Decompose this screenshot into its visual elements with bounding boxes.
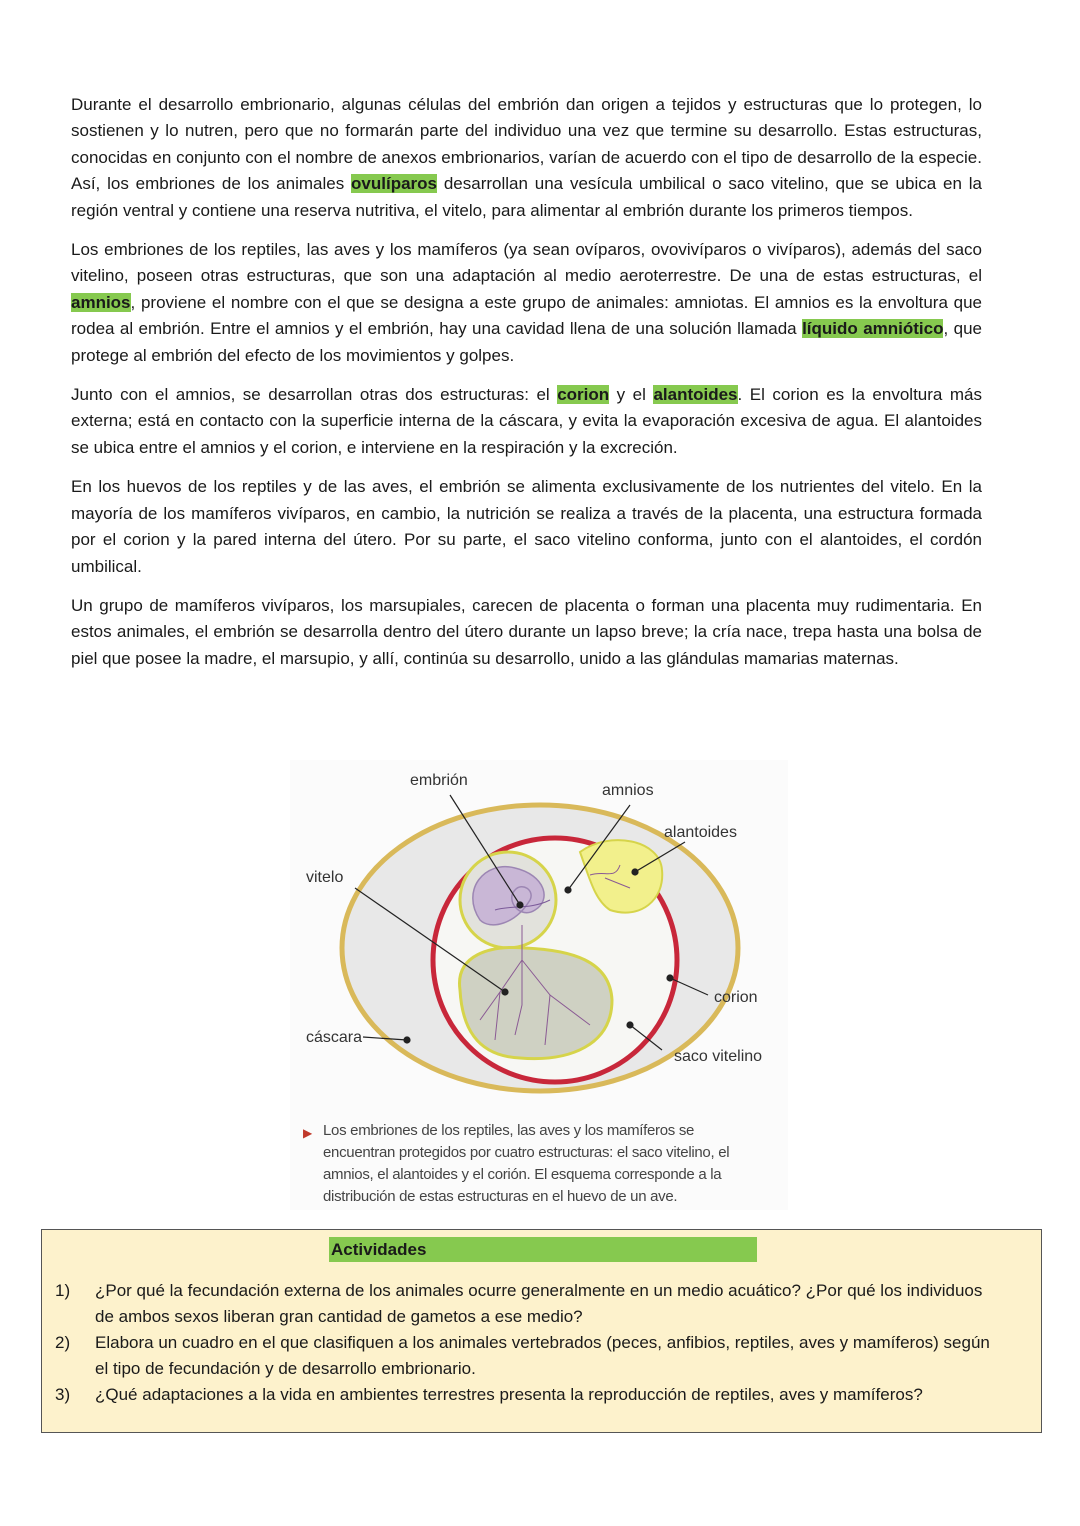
figure-caption [303,1120,753,1208]
highlighted-term: líquido amniótico [802,319,944,339]
paragraph-marsupiales [71,593,982,672]
activities-box [41,1229,1042,1433]
question-number: 3) [55,1385,71,1404]
paragraph-text: En los huevos de los reptiles y de las aves, el embrión se alimenta exclusivamente de los nutrientes del vitelo. En la mayoría de los mamíferos vivíparos, en cambio, la nutrición se realiza a través de la placenta, una estructura formada por el corion y la pared interna del útero. Por su parte, el saco vitelino conforma, junto con el alantoides, el cordón umbilical. [71,477,982,576]
question-number: 1) [55,1281,71,1300]
highlighted-term: amnios [71,292,131,312]
label-vitelo: vitelo [306,869,344,886]
paragraph-text: Los embriones de los reptiles, las aves y los mamíferos (ya sean ovíparos, ovovivíparos o vivíparos), además del saco vitelino, poseen otras estructuras, que son una adaptación al medio aeroterrestre. De una de estas estructuras, el [71,240,982,286]
question-text: Elabora un cuadro en el que clasifiquen a los animales vertebrados (peces, anfibios, reptiles, aves y mamíferos) según el tipo de fecundación y de desarrollo embrionario. [95,1333,990,1378]
paragraph-corion-alantoides [71,382,982,461]
label-alantoides: alantoides [664,824,737,841]
egg-diagram [290,760,788,1110]
paragraph-nutricion [71,474,982,580]
label-saco-vitelino: saco vitelino [674,1048,763,1065]
egg-diagram-figure [290,760,788,1210]
paragraph-text: desarrollan una vesícula umbilical o saco vitelino, que se ubica en la región ventral y contiene una reserva nutritiva, el vitelo, para alimentar al embrión durante los primeros tiempos. [71,174,982,220]
paragraph-text: y el [609,385,654,405]
label-corion: corion [714,989,758,1006]
caption-arrow-icon: ▶ [303,1126,312,1140]
question-text: ¿Por qué la fecundación externa de los animales ocurre generalmente en un medio acuático? ¿Por qué los individuos de ambos sexos liberan gran cantidad de gametos a ese medio? [95,1281,983,1326]
paragraph-text: Un grupo de mamíferos vivíparos, los marsupiales, carecen de placenta o forman una placenta muy rudimentaria. En estos animales, el embrión se desarrolla dentro del útero durante un lapso breve; la cría nace, trepa hasta una bolsa de piel que posee la madre, el marsupio, y allí, continúa su desarrollo, unido a las glándulas mamarias maternas. [71,595,982,668]
question-item [55,1382,1005,1408]
highlighted-term: corion [557,385,610,405]
label-amnios: amnios [602,782,654,799]
paragraph-text: , que protege al embrión del efecto de los movimientos y golpes. [71,319,982,365]
label-cascara: cáscara [306,1029,363,1046]
yolk-sac-shape [460,947,612,1058]
question-number: 2) [55,1333,71,1352]
text-body [71,92,982,685]
label-embrion: embrión [410,772,468,789]
question-item [55,1330,1005,1382]
paragraph-text: Durante el desarrollo embrionario, algunas células del embrión dan origen a tejidos y estructuras que lo protegen, lo sostienen y lo nutren, pero que no formarán parte del individuo una vez que termine su desarrollo. Estas estructuras, conocidas en conjunto con el nombre de anexos embrionarios, varían de acuerdo con el tipo de desarrollo de la especie. Así, los embriones de los animales [71,95,982,194]
highlighted-term: ovulíparos [351,174,437,194]
paragraph-amniotas [71,237,982,369]
paragraph-anexos [71,92,982,224]
paragraph-text: Junto con el amnios, se desarrollan otras dos estructuras: el [71,385,558,405]
question-item [55,1278,1005,1330]
activities-question-list [55,1278,1005,1408]
question-text: ¿Qué adaptaciones a la vida en ambientes terrestres presenta la reproducción de reptiles, aves y mamíferos? [95,1385,923,1404]
paragraph-text: . El corion es la envoltura más externa; está en contacto con la superficie interna de la cáscara, y evita la evaporación excesiva de agua. El alantoides se ubica entre el amnios y el corion, e interviene en la respiración y la excreción. [71,385,982,457]
figure-caption-text: Los embriones de los reptiles, las aves y los mamíferos se encuentran protegidos por cuatro estructuras: el saco vitelino, el amnios, el alantoides y el corión. El esquema corresponde a la distribución de estas estructuras en el huevo de un ave. [323,1122,730,1205]
paragraph-text: , proviene el nombre con el que se designa a este grupo de animales: amniotas. El amnios es la envoltura que rodea al embrión. Entre el amnios y el embrión, hay una cavidad llena de una solución llamada [71,292,982,339]
highlighted-term: alantoides [653,385,738,405]
activities-title: Actividades [329,1237,757,1262]
